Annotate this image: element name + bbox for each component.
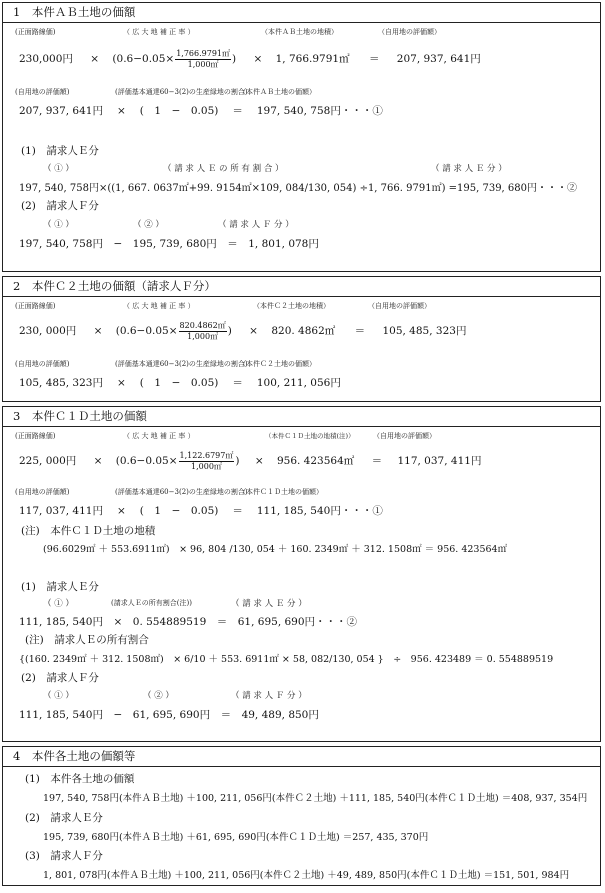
claimant-f-formula: 111, 185, 540円 − 61, 695, 690円 ＝ 49, 489, 850円 <box>19 709 319 721</box>
area-fraction: $\frac{820.4862㎡}{1,000㎡}$ <box>179 320 226 341</box>
document-page <box>2 2 601 890</box>
ratio-note-heading: (注) 請求人Ｅの所有割合 <box>25 634 149 646</box>
result-line: 105, 485, 323円 × ( 1 − 0.05) ＝ 100, 211, 056円 <box>19 377 341 389</box>
total-line: 197, 540, 758円(本件ＡＢ土地) ＋100, 211, 056円(本件Ｃ２土地) ＋111, 185, 540円(本件Ｃ１Ｄ土地) ＝408, 937, 354円 <box>43 793 588 804</box>
label-correction-rate: （ 広 大 地 補 正 率 ） <box>123 28 195 36</box>
claimant-f-total-heading: (3) 請求人Ｆ分 <box>25 850 103 862</box>
formula-line: 230,000円 × (0.6−0.05× $\frac{1,766.9791㎡}{1,000㎡}$ ) × 1, 766.9791㎡ ＝ 207, 937, 641円 <box>19 48 481 69</box>
section-title: 1 本件ＡＢ土地の価額 <box>3 3 600 23</box>
formula-line: 230, 000円 × (0.6−0.05× $\frac{820.4862㎡}{1,000㎡}$ ) × 820. 4862㎡ ＝ 105, 485, 323円 <box>19 320 467 341</box>
section-ab-land: 1 本件ＡＢ土地の価額 (正面路線価) （ 広 大 地 補 正 率 ） （本件ＡＢ土地の地積） （自用地の評価額） 230,000円 × (0.6−0.05× $\frac{1,766.9791㎡}{1,000㎡}$ ) × 1, 766.9791㎡ ＝ 207, 937, 641円 (自用地の評価額) (評価基本通達60−3(2)の生産緑地の割合) （本件ＡＢ土地の価額） 207, 937, 641円 × ( 1 − 0.05) ＝ 197, 540, 758円・・・① (1) 請求人Ｅ分 （ ① ） （ 請 求 人 Ｅ の 所 有 割 合 ） （ 請 求 人 Ｅ 分 ） 197, 540, 758円×((1, 667. 0637㎡+99. 9154㎡×109, 084/130, 054) ÷1, 766. 9791㎡) =195, 739, 680円・・・② (2) 請求人Ｆ分 （ ① ） （ ② ） （ 請 求 人 Ｆ 分 ） 197, 540, 758円 − 195, 739, 680円 ＝ 1, 801, 078円 <box>2 2 601 272</box>
claimant-e-heading: (1) 請求人Ｅ分 <box>21 145 99 157</box>
label-self-eval: （自用地の評価額） <box>378 28 441 36</box>
ratio-note-formula: {(160. 2349㎡ ＋ 312. 1508㎡) × 6/10 ＋ 553. 6911㎡ × 58, 082/130, 054 } ÷ 956. 423489 ＝ 0. 554889519 <box>19 654 554 665</box>
area-note-heading: (注) 本件Ｃ１Ｄ土地の地積 <box>21 525 156 537</box>
claimant-f-formula: 197, 540, 758円 − 195, 739, 680円 ＝ 1, 801, 078円 <box>19 238 319 250</box>
self-eval-value: 207, 937, 641円 <box>396 53 481 65</box>
label-result: （本件ＡＢ土地の価額） <box>239 88 316 96</box>
claimant-e-total-heading: (2) 請求人Ｅ分 <box>25 812 103 824</box>
result-line: 207, 937, 641円 × ( 1 − 0.05) ＝ 197, 540, 758円・・・① <box>19 105 383 117</box>
label-road-price: (正面路線価) <box>15 28 56 36</box>
claimant-f-heading: (2) 請求人Ｆ分 <box>21 672 99 684</box>
label-land-area: （本件ＡＢ土地の地積） <box>261 28 338 36</box>
claimant-e-total-line: 195, 739, 680円(本件ＡＢ土地) ＋61, 695, 690円(本件Ｃ１Ｄ土地) ＝257, 435, 370円 <box>43 832 429 843</box>
total-heading: (1) 本件各土地の価額 <box>25 773 135 785</box>
area-note-formula: (96.6029㎡ ＋ 553.6911㎡) × 96, 804 /130, 054 ＋ 160. 2349㎡ ＋ 312. 1508㎡ ＝ 956. 423564㎡ <box>43 544 508 555</box>
label-rule: (評価基本通達60−3(2)の生産緑地の割合) <box>115 88 248 96</box>
section-title: 2 本件Ｃ２土地の価額（請求人Ｆ分） <box>3 277 600 297</box>
section-totals <box>2 746 601 886</box>
claimant-e-formula: 197, 540, 758円×((1, 667. 0637㎡+99. 9154㎡×109, 084/130, 054) ÷1, 766. 9791㎡) =195, 739, 680円・・・② <box>19 183 577 194</box>
claimant-f-heading: (2) 請求人Ｆ分 <box>21 200 99 212</box>
land-area-value: 1, 766.9791㎡ <box>275 53 350 65</box>
section-c1d-land: 3 本件Ｃ１Ｄ土地の価額 (正面路線価) （ 広 大 地 補 正 率 ） （本件Ｃ１Ｄ土地の地積(注)） （自用地の評価額） 225, 000円 × (0.6−0.05× $\frac{1,122.6797㎡}{1,000㎡}$ ) × 956. 423564㎡ ＝ 117, 037, 411円 (自用地の評価額) (評価基本通達60−3(2)の生産緑地の割合) （本件Ｃ１Ｄ土地の価額） 117, 037, 411円 × ( 1 − 0.05) ＝ 111, 185, 540円・・・① (注) 本件Ｃ１Ｄ土地の地積 (96.6029㎡ ＋ 553.6911㎡) × 96, 804 /130, 054 ＋ 160. 2349㎡ ＋ 312. 1508㎡ ＝ 956. 423564㎡ (1) 請求人Ｅ分 （ ① ） (請求人Ｅの所有割合(注)) （ 請 求 人 Ｅ 分 ） 111, 185, 540円 × 0. 554889519 ＝ 61, 695, 690円・・・② (注) 請求人Ｅの所有割合 {(160. 2349㎡ ＋ 312. 1508㎡) × 6/10 ＋ 553. 6911㎡ × 58, 082/130, 054 } ÷ 956. 423489 ＝ 0. 554889519 (2) 請求人Ｆ分 （ ① ） （ ② ） （ 請 求 人 Ｆ 分 ） 111, 185, 540円 − 61, 695, 690円 ＝ 49, 489, 850円 <box>2 406 601 742</box>
section-title: 4 本件各土地の価額等 <box>3 747 600 767</box>
claimant-e-formula: 111, 185, 540円 × 0. 554889519 ＝ 61, 695, 690円・・・② <box>19 616 358 628</box>
formula-line: 225, 000円 × (0.6−0.05× $\frac{1,122.6797㎡}{1,000㎡}$ ) × 956. 423564㎡ ＝ 117, 037, 411円 <box>19 450 482 471</box>
area-fraction: $\frac{1,766.9791㎡}{1,000㎡}$ <box>176 48 231 69</box>
claimant-e-heading: (1) 請求人Ｅ分 <box>21 581 99 593</box>
result-line: 117, 037, 411円 × ( 1 − 0.05) ＝ 111, 185, 540円・・・① <box>19 505 383 517</box>
road-price-value: 230,000円 <box>19 53 73 65</box>
claimant-f-total-line: 1, 801, 078円(本件ＡＢ土地) ＋100, 211, 056円(本件Ｃ２土地) ＋49, 489, 850円(本件Ｃ１Ｄ土地) ＝151, 501, 984円 <box>43 870 570 881</box>
section-c2-land: 2 本件Ｃ２土地の価額（請求人Ｆ分） (正面路線価) （ 広 大 地 補 正 率 ） （本件Ｃ２土地の地積） （自用地の評価額） 230, 000円 × (0.6−0.05× $\frac{820.4862㎡}{1,000㎡}$ ) × 820. 4862㎡ ＝ 105, 485, 323円 (自用地の評価額) (評価基本通達60−3(2)の生産緑地の割合) （本件Ｃ２土地の価額） 105, 485, 323円 × ( 1 − 0.05) ＝ 100, 211, 056円 <box>2 276 601 402</box>
label-self-eval-2: (自用地の評価額) <box>15 88 70 96</box>
section-title: 3 本件Ｃ１Ｄ土地の価額 <box>3 407 600 427</box>
area-fraction: $\frac{1,122.6797㎡}{1,000㎡}$ <box>179 450 234 471</box>
